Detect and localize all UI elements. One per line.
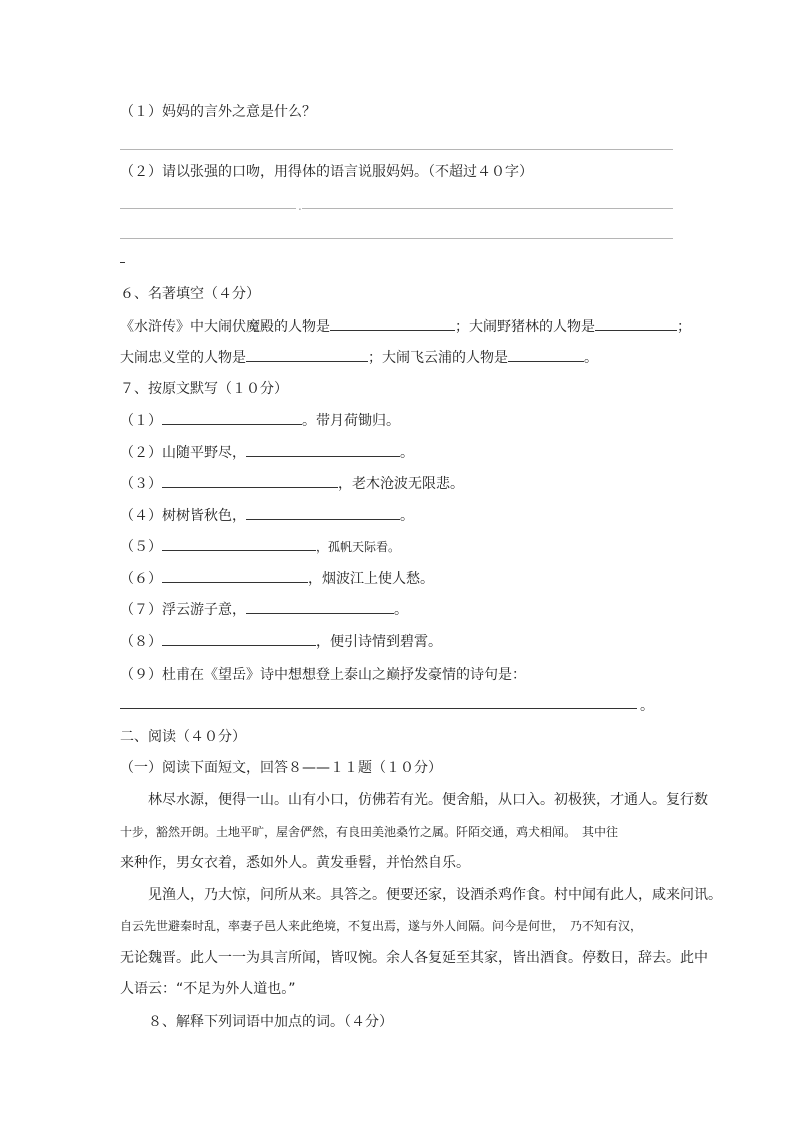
fill-blank[interactable] — [162, 536, 316, 551]
section-6-line-1 — [120, 316, 691, 337]
part-2-heading: 二、阅读（４０分） — [120, 729, 246, 745]
section-6-heading: ６、名著填空（４分） — [120, 286, 260, 302]
recitation-item — [120, 442, 414, 463]
passage-line: 自云先世避秦时乱，率妻子邑人来此绝境，不复出焉，遂与外人间隔。问今是何世， 乃不知有汉， — [120, 919, 643, 933]
recitation-item — [120, 568, 434, 589]
answer-line — [120, 238, 673, 239]
recitation-item — [120, 473, 464, 494]
item-prefix: （１） — [120, 413, 162, 429]
fill-blank[interactable] — [162, 410, 302, 425]
item-suffix: ，孤帆天际看。 — [316, 540, 401, 554]
item-suffix: ，烟波江上使人愁。 — [308, 571, 434, 587]
item-suffix: 。 — [400, 508, 414, 524]
fill-blank[interactable] — [246, 347, 368, 362]
fill-blank[interactable] — [246, 442, 400, 457]
fill-blank[interactable] — [508, 347, 584, 362]
item-suffix: ，便引诗情到碧霄。 — [316, 634, 442, 650]
recitation-item — [120, 599, 408, 620]
recitation-item — [120, 536, 400, 557]
passage-line: 来种作，男女衣着，悉如外人。黄发垂髫，并怡然自乐。 — [120, 855, 470, 871]
answer-line — [302, 208, 673, 209]
item-suffix: ，老木沧波无限悲。 — [338, 476, 464, 492]
fill-blank[interactable] — [595, 316, 677, 331]
prompt-text: ； — [677, 319, 691, 335]
stray-dot: . — [298, 199, 302, 213]
fill-blank[interactable] — [246, 599, 394, 614]
item-suffix: 。 — [394, 602, 408, 618]
item-prefix: （２）山随平野尽， — [120, 445, 246, 461]
passage-line: 见渔人，乃大惊，问所从来。具答之。便要还家，设酒杀鸡作食。村中闻有此人，咸来问讯。 — [148, 887, 722, 903]
item-prefix: （８） — [120, 634, 162, 650]
recitation-item-9: （９）杜甫在《望岳》诗中想想登上泰山之巅抒发豪情的诗句是： — [120, 667, 526, 683]
prompt-text: ；大闹飞云浦的人物是 — [368, 350, 508, 366]
passage-line: 无论魏晋。此人一一为具言所闻，皆叹惋。余人各复延至其家，皆出酒食。停数日，辞去。此中 — [120, 950, 708, 966]
item-prefix: （７）浮云游子意， — [120, 602, 246, 618]
recitation-item — [120, 631, 442, 652]
fill-blank[interactable] — [330, 316, 455, 331]
passage-line: 人语云：“不足为外人道也。” — [120, 981, 296, 997]
prompt-text: ；大闹野猪林的人物是 — [455, 319, 595, 335]
reading-subheading: （一）阅读下面短文，回答８——１１题（１０分） — [120, 760, 442, 776]
answer-line — [120, 149, 673, 150]
passage-line: 林尽水源，便得一山。山有小口，仿佛若有光。便舍船，从口入。初极狭，才通人。复行数 — [148, 792, 708, 808]
stray-dash — [120, 262, 125, 263]
prompt-text: 大闹忠义堂的人物是 — [120, 350, 246, 366]
item-prefix: （３） — [120, 476, 162, 492]
fill-blank[interactable] — [162, 568, 308, 583]
item-suffix: 。带月荷锄归。 — [302, 413, 400, 429]
question-8: ８、解释下列词语中加点的词。（４分） — [148, 1014, 393, 1030]
prompt-text: 。 — [584, 350, 598, 366]
fill-blank[interactable] — [162, 631, 316, 646]
section-7-heading: ７、按原文默写（１０分） — [120, 381, 288, 397]
question-1: （１）妈妈的言外之意是什么？ — [120, 104, 316, 120]
recitation-item — [120, 505, 414, 526]
fill-blank[interactable] — [246, 505, 400, 520]
recitation-item — [120, 410, 400, 431]
item-prefix: （６） — [120, 571, 162, 587]
item-suffix: 。 — [400, 445, 414, 461]
period-mark: 。 — [640, 698, 654, 714]
answer-line — [120, 208, 296, 209]
passage-line: 十步，豁然开朗。土地平旷，屋舍俨然，有良田美池桑竹之属。阡陌交通，鸡犬相闻。 其中往 — [120, 825, 619, 839]
question-2: （２）请以张强的口吻，用得体的语言说服妈妈。（不超过４０字） — [120, 164, 533, 180]
answer-line[interactable] — [120, 708, 637, 709]
item-prefix: （５） — [120, 539, 162, 555]
item-prefix: （４）树树皆秋色， — [120, 508, 246, 524]
prompt-text: 《水浒传》中大闹伏魔殿的人物是 — [120, 319, 330, 335]
fill-blank[interactable] — [162, 473, 338, 488]
section-6-line-2 — [120, 347, 598, 368]
